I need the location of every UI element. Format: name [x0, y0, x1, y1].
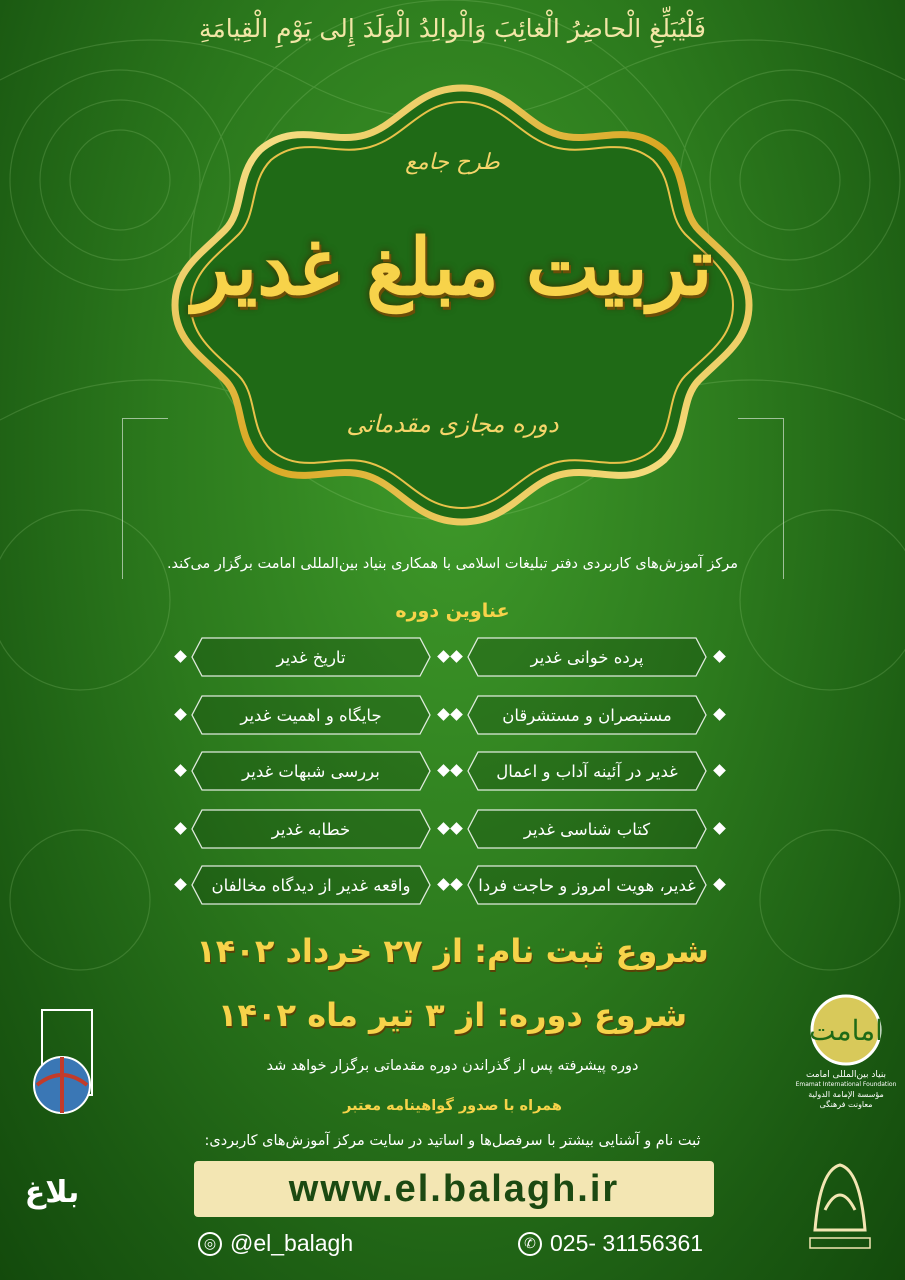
- social-contact[interactable]: [198, 1230, 353, 1257]
- topic-label: تاریخ غدیر: [276, 647, 346, 667]
- phone-contact[interactable]: [518, 1230, 703, 1257]
- topic-item: [190, 808, 432, 850]
- topic-item: [466, 750, 708, 792]
- website-url[interactable]: www.el.balagh.ir: [194, 1161, 714, 1217]
- foundation-ar: مؤسسة الإمامة الدولية: [808, 1090, 884, 1099]
- topic-label: خطابه غدیر: [271, 819, 351, 839]
- topic-item: [466, 864, 708, 906]
- emamat-emblem-icon: [806, 990, 886, 1070]
- instagram-icon: ◎: [198, 1232, 222, 1256]
- topic-label: مستبصران و مستشرقان: [502, 705, 672, 725]
- emamat-foundation-logo: [790, 990, 902, 1110]
- foundation-dept: معاونت فرهنگی: [819, 1100, 873, 1109]
- topic-item: [190, 750, 432, 792]
- globe-emblem-icon: [22, 1005, 102, 1125]
- topic-item: [466, 694, 708, 736]
- topic-item: [190, 694, 432, 736]
- topic-label: واقعه غدیر از دیدگاه مخالفان: [211, 875, 411, 895]
- right-guide-line: [738, 418, 784, 579]
- topic-label: پرده خوانی غدیر: [530, 647, 644, 667]
- topic-label: بررسی شبهات غدیر: [242, 761, 380, 781]
- topic-label: جایگاه و اهمیت غدیر: [240, 705, 382, 725]
- topic-item: [466, 636, 708, 678]
- topic-item: [190, 636, 432, 678]
- quran-verse: فَلْیُبَلِّغِ الْحاضِرُ الْغائِبَ وَالْوالِدُ الْوَلَدَ إِلی یَوْمِ الْقِیامَةِ: [199, 14, 706, 43]
- social-handle: @el_balagh: [230, 1230, 354, 1256]
- website-note: ثبت نام و آشنایی بیشتر با سرفصل‌ها و اساتید در سایت مرکز آموزش‌های کاربردی:: [204, 1133, 701, 1149]
- advanced-course-note: دوره پیشرفته پس از گذراندن دوره مقدماتی برگزار خواهد شد: [266, 1058, 639, 1074]
- topics-heading: عناوین دوره: [395, 600, 510, 622]
- topic-label: غدیر در آئینه آداب و اعمال: [496, 761, 678, 781]
- topic-label: غدیر، هویت امروز و حاجت فردا: [478, 875, 696, 895]
- main-title: تربیت مبلغ غدیر: [192, 222, 713, 313]
- balagh-logo: [22, 1175, 82, 1210]
- topic-item: [466, 808, 708, 850]
- topic-label: کتاب شناسی غدیر: [523, 819, 651, 839]
- tablighat-logo: [14, 1005, 109, 1125]
- foundation-en: Emamat International Foundation: [795, 1081, 897, 1088]
- balagh-wordmark: بلاغ: [24, 1175, 80, 1210]
- phone-icon: ✆: [518, 1232, 542, 1256]
- plan-label: طرح جامع: [405, 150, 500, 175]
- subtitle: دوره مجازی مقدماتی: [346, 410, 559, 438]
- calligraphy-emblem-icon: [800, 1150, 880, 1260]
- course-start: شروع دوره: از ۳ تیر ماه ۱۴۰۲: [217, 996, 688, 1034]
- intro-text: مرکز آموزش‌های کاربردی دفتر تبلیغات اسلامی با همکاری بنیاد بین‌المللی امامت برگزار می‌کند.: [166, 556, 739, 572]
- svg-text:امامت: امامت: [809, 1014, 883, 1047]
- topic-item: [190, 864, 432, 906]
- registration-start: شروع ثبت نام: از ۲۷ خرداد ۱۴۰۲: [196, 932, 709, 970]
- left-guide-line: [122, 418, 168, 579]
- certificate-note: همراه با صدور گواهینامه معتبر: [343, 1098, 562, 1114]
- foundation-fa: بنیاد بین‌المللی امامت: [805, 1070, 887, 1080]
- phone-number: 025- 31156361: [550, 1230, 704, 1256]
